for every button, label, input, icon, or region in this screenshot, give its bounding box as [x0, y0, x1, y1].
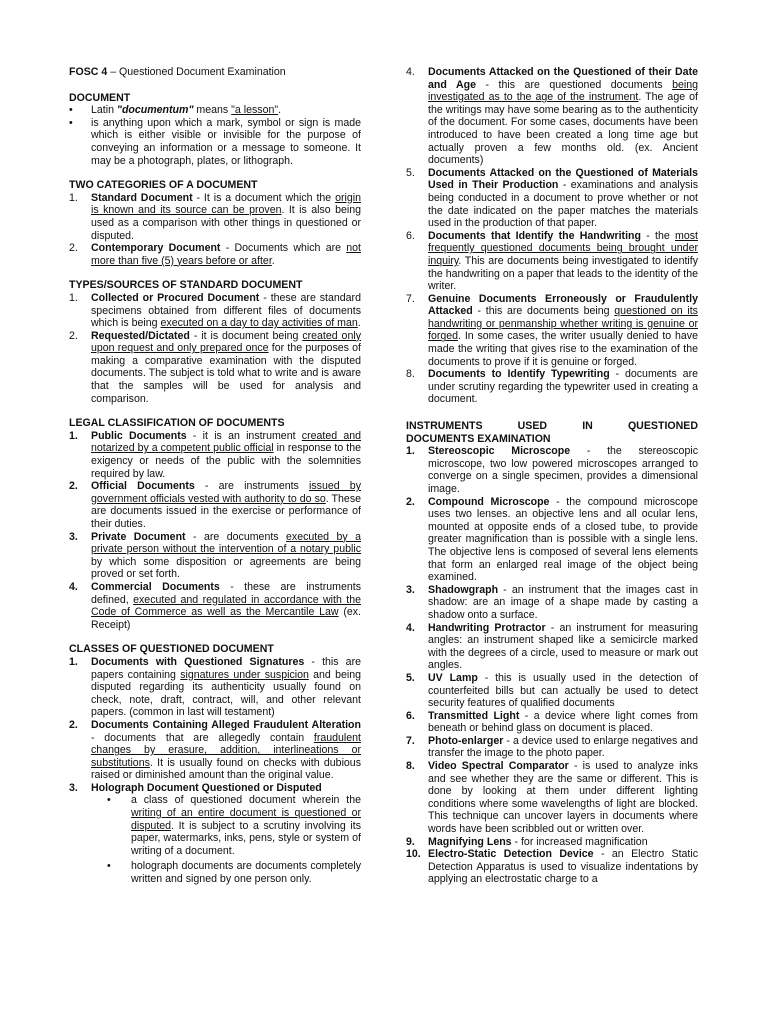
list-item: 10. Electro-Static Detection Device - an Electro Static Detection Apparatus is used to visualize indentations by applying an electrostatic charge to a: [406, 848, 698, 886]
list-item: 7. Genuine Documents Erroneously or Fraudulently Attacked - this are documents being questioned on its handwriting or penmanship whether writing is genuine or forged. In some cases, the writer usually denied to have made the writing that gives rise to the examination of the documents to prove if it is genuine or forged.: [406, 292, 698, 368]
list-item: 2. Compound Microscope - the compound microscope uses two lenses. an objective lens and all ocular lens, mounted at opposite ends of a closed tube, to provide greater magnification than is possible with a single lens. The objective lens is composed of several lens elements that form an enlarged real image of the object being examined.: [406, 495, 698, 584]
list-item: 8. Documents to Identify Typewriting - documents are under scrutiny regarding the typewriter used in creating a document.: [406, 368, 698, 406]
section-heading-legal-classification: LEGAL CLASSIFICATION OF DOCUMENTS: [69, 417, 285, 430]
list-item: 3. Holograph Document Questioned or Disputed: [69, 781, 322, 794]
section-heading-instruments: INSTRUMENTS USED IN QUESTIONED: [406, 420, 698, 433]
bullet-item: • Latin "documentum" means "a lesson".: [69, 104, 282, 117]
list-item: 8. Video Spectral Comparator - is used to analyze inks and see whether they are the same or different. This is done by looking at them under different lighting conditions where some wavelengths of light are blocked. This technique can uncover layers in documents where words have been scribbled out or written over.: [406, 760, 699, 836]
page-title: FOSC 4 – Questioned Document Examination: [69, 66, 286, 78]
list-item: 4. Handwriting Protractor - an instrument for measuring angles: an instrument shaped like a semicircle marked with the degrees of a circle, used to measure or mark out angles.: [406, 621, 698, 672]
list-item: 3. Private Document - are documents executed by a private person without the intervention of a notary public by which some disposition or agreements are being proved or set forth.: [69, 530, 361, 581]
right-column: [406, 66, 698, 886]
list-item: 2. Requested/Dictated - it is document being created only upon request and only prepared once for the purposes of making a comparative examination with the disputed documents. The subject is told what to write and is aware that the samples will be used for analysis and comparison.: [69, 329, 362, 405]
list-item: 9. Magnifying Lens - for increased magnification: [406, 835, 648, 848]
list-item: 2. Documents Containing Alleged Fraudulent Alteration - documents that are allegedly contain fraudulent changes by erasure, addition, interlineations or substitutions. It is usually found on checks with dubious raised or diminished amount than the original value.: [69, 718, 361, 782]
section-heading-two-categories: TWO CATEGORIES OF A DOCUMENT: [69, 179, 258, 192]
left-column: [69, 66, 361, 886]
list-item: 2. Contemporary Document - Documents which are not more than five (5) years before or after.: [69, 242, 361, 267]
section-heading-instruments-line2: DOCUMENTS EXAMINATION: [406, 432, 551, 445]
list-item: 1. Public Documents - it is an instrument created and notarized by a competent public official in response to the exigency or needs of the public with the solemnities required by law.: [69, 429, 361, 480]
bullet-item: • is anything upon which a mark, symbol or sign is made which is either visible or invisible for the purpose of conveying an information or a message to someone. It may be a photograph, plates, or lithograph.: [69, 116, 361, 167]
bullet-icon: •: [69, 116, 73, 129]
list-item: 4. Documents Attacked on the Questioned of their Date and Age - this are questioned documents being investigated as to the age of the instrument. The age of the writings may have some bearing as to the authenticity of the document. For some cases, documents have been introduced to have been created a long time age but actually proven a few months old. (ex. Ancient documents): [406, 66, 699, 167]
sub-bullet-item: • a class of questioned document wherein the writing of an entire document is questioned or disputed. It is subject to a scrutiny involving its paper, watermarks, inks, pens, style or system of writing of a document.: [107, 794, 361, 857]
list-item: 5. Documents Attacked on the Questioned of Materials Used in Their Production - examinations and analysis being conducted in a document to prove whether or not the date indicated on the paper matches the materials used in the production of that paper.: [406, 166, 698, 230]
list-item: 5. UV Lamp - this is usually used in the detection of counterfeited bills but can actually be used to detect security features of qualified documents: [406, 671, 699, 710]
list-item: 6. Documents that Identify the Handwriting - the most frequently questioned documents being brought under inquiry. This are documents being investigated to identify the handwriting on a paper that leads to the identity of the writer.: [406, 229, 698, 293]
list-item: 1. Standard Document - It is a document which the origin is known and its source can be proven. It is also being used as a comparison with other things in questioned or disputed.: [69, 191, 361, 242]
sub-bullet-item: • holograph documents are documents completely written and signed by one person only.: [107, 860, 361, 886]
list-item: 1. Stereoscopic Microscope - the stereoscopic microscope, two low powered microscopes arranged to converge on a single specimen, provides a dimensional image.: [406, 445, 698, 495]
bullet-icon: •: [107, 860, 111, 873]
list-item: 6. Transmitted Light - a device where light comes from beneath or behind glass on document is placed.: [406, 709, 699, 735]
section-heading-standard-sources: TYPES/SOURCES OF STANDARD DOCUMENT: [69, 279, 303, 292]
bullet-icon: •: [69, 104, 73, 117]
list-item: 1. Collected or Procured Document - these are standard specimens obtained from different files of documents which is being executed on a day to day activities of man.: [69, 291, 361, 330]
list-item: 3. Shadowgraph - an instrument that the images cast in shadow: are an image of a shape made by casting a shadow onto a surface.: [406, 583, 698, 621]
section-heading-classes: CLASSES OF QUESTIONED DOCUMENT: [69, 643, 274, 656]
list-item: 7. Photo-enlarger - a device used to enlarge negatives and transfer the image to the photo paper.: [406, 734, 698, 760]
list-item: 4. Commercial Documents - these are instruments defined, executed and regulated in accordance with the Code of Commerce as well as the Mercantile Law (ex. Receipt): [69, 580, 361, 631]
list-item: 1. Documents with Questioned Signatures - this are papers containing signatures under suspicion and being disputed regarding its authenticity usually found on check, note, draft, contract, will, and other relevant papers. (common in last will testament): [69, 655, 362, 719]
bullet-icon: •: [107, 794, 111, 807]
list-item: 2. Official Documents - are instruments issued by government officials vested with authority to do so. These are documents issued in the exercise or performance of their duties.: [69, 480, 362, 530]
section-heading-document: DOCUMENT: [69, 91, 131, 104]
